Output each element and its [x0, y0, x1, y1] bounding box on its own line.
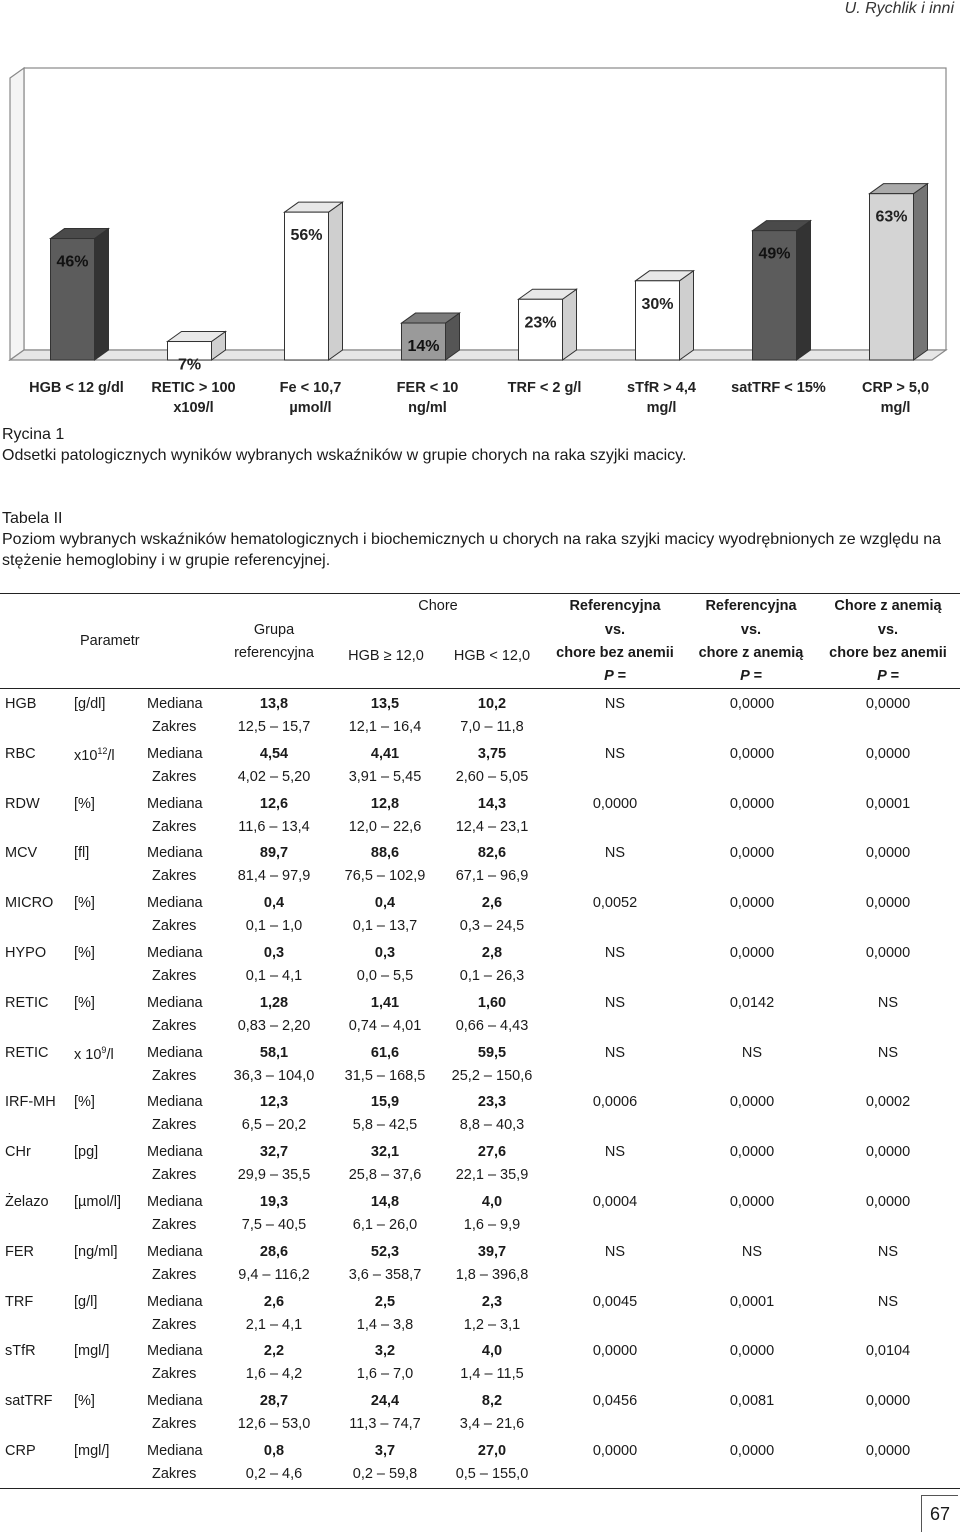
range-grupa: 12,5 – 15,7 [237, 719, 311, 735]
median-hgb-lt: 4,0 [481, 1194, 503, 1210]
p-value-anemic-vs-nonanemic: 0,0000 [865, 745, 911, 762]
row-param: RETIC [5, 994, 49, 1011]
row-range-label: Zakres [152, 768, 197, 785]
p-value-ref-vs-nonanemic: NS [604, 1144, 626, 1161]
header-hgb-lt: HGB < 12,0 [453, 648, 531, 664]
category-label: CRP > 5,0 [861, 380, 930, 396]
p-value-anemic-vs-nonanemic: 0,0000 [865, 945, 911, 961]
p-value-ref-vs-anemic: 0,0142 [729, 994, 775, 1011]
row-median-label: Mediana [147, 1044, 203, 1061]
category-label: mg/l [646, 400, 677, 416]
row-median-label: Mediana [147, 994, 203, 1011]
range-hgb-ge: 6,1 – 26,0 [352, 1217, 418, 1233]
median-hgb-ge: 52,3 [370, 1243, 400, 1260]
row-unit: [µmol/l] [74, 1194, 122, 1210]
median-hgb-ge: 2,5 [374, 1293, 396, 1310]
row-unit: [%] [74, 795, 95, 812]
range-hgb-ge: 1,6 – 7,0 [356, 1366, 414, 1383]
median-grupa: 4,54 [259, 745, 289, 762]
row-median-label: Mediana [147, 1243, 203, 1260]
header-cmp1-line2: vs. [604, 622, 626, 638]
figure-caption: Odsetki patologicznych wyników wybranych wskaźników w grupie chorych na raka szyjki macicy. [2, 447, 687, 464]
p-value-ref-vs-nonanemic: NS [604, 1243, 626, 1260]
row-unit: [g/l] [74, 1293, 98, 1310]
range-hgb-lt: 0,3 – 24,5 [459, 918, 525, 935]
range-grupa: 29,9 – 35,5 [237, 1167, 311, 1184]
range-hgb-lt: 1,6 – 9,9 [463, 1217, 521, 1233]
row-range-label: Zakres [152, 868, 197, 885]
bar-value-label: 46% [56, 253, 89, 271]
median-hgb-ge: 14,8 [370, 1194, 400, 1210]
header-cmp1-line3: chore bez anemii [556, 645, 674, 661]
row-range-label: Zakres [152, 719, 197, 735]
range-hgb-lt: 3,4 – 21,6 [459, 1416, 525, 1433]
median-grupa: 28,7 [259, 1393, 289, 1410]
median-grupa: 2,2 [263, 1343, 285, 1360]
row-median-label: Mediana [147, 1343, 203, 1360]
range-hgb-lt: 0,1 – 26,3 [459, 968, 525, 984]
median-grupa: 0,4 [263, 895, 285, 912]
range-hgb-lt: 25,2 – 150,6 [451, 1067, 533, 1084]
p-value-anemic-vs-nonanemic: 0,0000 [865, 1443, 911, 1459]
range-grupa: 36,3 – 104,0 [233, 1067, 315, 1084]
p-value-ref-vs-nonanemic: 0,0000 [592, 1443, 638, 1459]
p-value-ref-vs-anemic: 0,0000 [729, 1094, 775, 1111]
p-value-ref-vs-anemic: 0,0000 [729, 795, 775, 812]
header-cmp3-line4: P = [877, 668, 899, 684]
row-range-label: Zakres [152, 918, 197, 935]
median-hgb-ge: 88,6 [370, 845, 400, 862]
row-param: satTRF [5, 1393, 53, 1410]
bar-value-label: 7% [177, 356, 202, 374]
bar-8 [870, 184, 928, 360]
row-param: RBC [5, 745, 36, 762]
median-hgb-lt: 14,3 [477, 795, 507, 812]
row-unit: [mgl/] [74, 1443, 110, 1459]
p-value-anemic-vs-nonanemic: 0,0002 [865, 1094, 911, 1111]
bar-side [329, 202, 343, 360]
row-param: IRF-MH [5, 1094, 56, 1111]
running-header-author: U. Rychlik i inni [844, 0, 954, 17]
header-chore: Chore [418, 598, 458, 614]
median-hgb-ge: 13,5 [370, 696, 400, 712]
p-value-ref-vs-anemic: 0,0001 [729, 1293, 775, 1310]
category-label: HGB < 12 g/dl [29, 380, 124, 396]
p-value-ref-vs-nonanemic: 0,0045 [592, 1293, 638, 1310]
median-grupa: 12,3 [259, 1094, 289, 1111]
row-unit: x $10^9/l$ [74, 1044, 114, 1063]
median-grupa: 1,28 [259, 994, 289, 1011]
bar-1 [51, 229, 109, 360]
range-grupa: 7,5 – 40,5 [241, 1217, 307, 1233]
row-median-label: Mediana [147, 1194, 203, 1210]
median-hgb-lt: 2,8 [481, 945, 503, 961]
row-range-label: Zakres [152, 1266, 197, 1283]
range-grupa: 12,6 – 53,0 [237, 1416, 311, 1433]
row-param: FER [5, 1243, 34, 1260]
category-label: RETIC > 100 [151, 380, 236, 396]
range-hgb-ge: 1,4 – 3,8 [356, 1316, 414, 1333]
figure-caption-block [2, 424, 686, 466]
median-grupa: 2,6 [263, 1293, 285, 1310]
row-param: HGB [5, 696, 37, 712]
bar-6 [636, 271, 694, 360]
p-value-ref-vs-anemic: 0,0000 [729, 1443, 775, 1459]
median-grupa: 13,8 [259, 696, 289, 712]
range-hgb-lt: 8,8 – 40,3 [459, 1117, 525, 1134]
median-grupa: 58,1 [259, 1044, 289, 1061]
header-cmp2-line2: vs. [740, 622, 762, 638]
row-param: MCV [5, 845, 38, 862]
median-hgb-ge: 32,1 [370, 1144, 400, 1161]
median-hgb-lt: 8,2 [481, 1393, 503, 1410]
row-range-label: Zakres [152, 1366, 197, 1383]
p-value-anemic-vs-nonanemic: 0,0000 [865, 1144, 911, 1161]
header-cmp3-line1: Chore z anemią [834, 598, 942, 614]
range-grupa: 0,2 – 4,6 [245, 1466, 303, 1482]
figure-label: Rycina 1 [2, 426, 65, 443]
row-unit: [ng/ml] [74, 1243, 118, 1260]
p-value-ref-vs-anemic: 0,0081 [729, 1393, 775, 1410]
median-hgb-ge: 3,2 [374, 1343, 396, 1360]
range-hgb-ge: 11,3 – 74,7 [349, 1416, 421, 1433]
bar-value-label: 14% [407, 338, 440, 356]
median-hgb-lt: 2,6 [481, 895, 503, 912]
category-label: Fe < 10,7 [279, 380, 342, 396]
median-hgb-lt: 3,75 [477, 745, 507, 762]
row-range-label: Zakres [152, 1167, 197, 1184]
range-grupa: 4,02 – 5,20 [237, 768, 311, 785]
median-grupa: 32,7 [259, 1144, 289, 1161]
p-value-ref-vs-anemic: 0,0000 [729, 1144, 775, 1161]
header-hgb-ge: HGB ≥ 12,0 [348, 648, 424, 664]
range-hgb-ge: 0,0 – 5,5 [356, 968, 414, 984]
header-cmp3-line3: chore bez anemii [829, 645, 947, 661]
range-hgb-lt: 0,66 – 4,43 [455, 1017, 529, 1034]
bar-value-label: 49% [758, 245, 791, 263]
median-hgb-lt: 59,5 [477, 1044, 507, 1061]
median-hgb-ge: 0,3 [374, 945, 396, 961]
header-cmp2-line3: chore z anemią [698, 645, 804, 661]
bar-side [563, 289, 577, 360]
p-value-anemic-vs-nonanemic: 0,0000 [865, 895, 911, 912]
row-unit: [fl] [74, 845, 90, 862]
row-median-label: Mediana [147, 1393, 203, 1410]
row-param: HYPO [5, 945, 47, 961]
median-hgb-ge: 0,4 [374, 895, 396, 912]
bar-value-label: 23% [524, 314, 557, 332]
bar-3 [285, 202, 343, 360]
header-parametr: Parametr [80, 633, 140, 649]
row-range-label: Zakres [152, 1217, 197, 1233]
bar-value-label: 30% [641, 295, 674, 313]
row-param: sTfR [5, 1343, 36, 1360]
p-value-ref-vs-nonanemic: 0,0006 [592, 1094, 638, 1111]
median-grupa: 0,3 [263, 945, 285, 961]
category-label: satTRF < 15% [731, 380, 826, 396]
range-hgb-lt: 1,2 – 3,1 [463, 1316, 521, 1333]
p-value-anemic-vs-nonanemic: NS [877, 1293, 899, 1310]
median-hgb-ge: 1,41 [370, 994, 400, 1011]
category-label: FER < 10 [396, 380, 459, 396]
p-value-anemic-vs-nonanemic: NS [877, 1044, 899, 1061]
unit-exponent: 12 [97, 745, 108, 756]
row-unit: [%] [74, 895, 95, 912]
p-value-ref-vs-anemic: NS [741, 1044, 763, 1061]
range-hgb-ge: 0,74 – 4,01 [348, 1017, 422, 1034]
p-value-ref-vs-nonanemic: NS [604, 845, 626, 862]
range-grupa: 81,4 – 97,9 [237, 868, 311, 885]
row-range-label: Zakres [152, 968, 197, 984]
chart-side-wall [10, 68, 24, 360]
row-range-label: Zakres [152, 1067, 197, 1084]
range-hgb-ge: 25,8 – 37,6 [348, 1167, 422, 1184]
bar-side [95, 229, 109, 360]
p-value-anemic-vs-nonanemic: 0,0000 [865, 696, 911, 712]
p-value-anemic-vs-nonanemic: 0,0001 [865, 795, 911, 812]
unit-exponent: 9 [101, 1044, 107, 1055]
row-unit: [g/dl] [74, 696, 106, 712]
row-range-label: Zakres [152, 1466, 197, 1482]
p-value-ref-vs-nonanemic: 0,0004 [592, 1194, 638, 1210]
median-hgb-ge: 61,6 [370, 1044, 400, 1061]
p-value-ref-vs-anemic: 0,0000 [729, 1343, 775, 1360]
bar-4 [402, 313, 460, 360]
p-value-anemic-vs-nonanemic: 0,0000 [865, 845, 911, 862]
row-unit: [pg] [74, 1144, 99, 1161]
row-unit: $x10^{12}/l$ [74, 745, 115, 764]
category-label: mg/l [880, 400, 911, 416]
p-value-ref-vs-nonanemic: 0,0000 [592, 1343, 638, 1360]
row-median-label: Mediana [147, 895, 203, 912]
header-cmp1-line4: P = [604, 668, 626, 684]
p-value-ref-vs-nonanemic: 0,0052 [592, 895, 638, 912]
row-median-label: Mediana [147, 945, 203, 961]
row-unit: [%] [74, 1094, 95, 1111]
category-label: ng/ml [408, 400, 447, 416]
p-value-ref-vs-nonanemic: NS [604, 945, 626, 961]
row-median-label: Mediana [147, 1293, 203, 1310]
median-hgb-ge: 24,4 [370, 1393, 400, 1410]
header-cmp3-line2: vs. [877, 622, 899, 638]
median-hgb-ge: 3,7 [374, 1443, 396, 1459]
bar-5 [519, 289, 577, 360]
p-value-ref-vs-nonanemic: 0,0000 [592, 795, 638, 812]
range-hgb-ge: 3,91 – 5,45 [348, 768, 422, 785]
row-range-label: Zakres [152, 818, 197, 835]
p-value-anemic-vs-nonanemic: NS [877, 994, 899, 1011]
row-param: Żelazo [5, 1194, 49, 1210]
row-param: CRP [5, 1443, 36, 1459]
p-value-anemic-vs-nonanemic: NS [877, 1243, 899, 1260]
range-grupa: 1,6 – 4,2 [245, 1366, 303, 1383]
median-hgb-ge: 12,8 [370, 795, 400, 812]
header-cmp2-line4: P = [740, 668, 762, 684]
bar-value-label: 56% [290, 227, 323, 245]
table-label: Tabela II [2, 510, 63, 527]
range-grupa: 2,1 – 4,1 [245, 1316, 303, 1333]
p-value-ref-vs-anemic: 0,0000 [729, 845, 775, 862]
range-hgb-ge: 76,5 – 102,9 [344, 868, 426, 885]
row-param: TRF [5, 1293, 34, 1310]
p-value-ref-vs-anemic: 0,0000 [729, 745, 775, 762]
row-range-label: Zakres [152, 1316, 197, 1333]
range-grupa: 0,1 – 1,0 [245, 918, 303, 935]
page-number: 67 [921, 1495, 958, 1532]
bar-side [680, 271, 694, 360]
p-value-ref-vs-anemic: 0,0000 [729, 1194, 775, 1210]
bar-value-label: 63% [875, 208, 908, 226]
median-grupa: 89,7 [259, 845, 289, 862]
bar-side [914, 184, 928, 360]
median-hgb-lt: 23,3 [477, 1094, 507, 1111]
median-grupa: 28,6 [259, 1243, 289, 1260]
table-rule-header [0, 688, 960, 689]
row-median-label: Mediana [147, 1144, 203, 1161]
category-label: sTfR > 4,4 [627, 380, 696, 396]
p-value-ref-vs-anemic: 0,0000 [729, 696, 775, 712]
range-hgb-ge: 5,8 – 42,5 [352, 1117, 418, 1134]
row-median-label: Mediana [147, 1443, 203, 1459]
row-unit: [%] [74, 1393, 95, 1410]
row-param: RETIC [5, 1044, 49, 1061]
header-grupa-line1: Grupa [253, 622, 295, 638]
table-caption: Poziom wybranych wskaźników hematologicznych i biochemicznych u chorych na raka szyjki macicy wyodrębnionych ze względu na stężenie hemoglobiny i w grupie referencyjnej. [2, 531, 942, 569]
bar-front [636, 281, 680, 360]
median-hgb-lt: 10,2 [477, 696, 507, 712]
median-grupa: 19,3 [259, 1194, 289, 1210]
range-hgb-lt: 12,4 – 23,1 [455, 818, 529, 835]
p-value-ref-vs-nonanemic: 0,0456 [592, 1393, 638, 1410]
median-hgb-ge: 4,41 [370, 745, 400, 762]
range-grupa: 9,4 – 116,2 [238, 1266, 310, 1283]
range-hgb-lt: 2,60 – 5,05 [455, 768, 529, 785]
category-label: µmol/l [289, 400, 332, 416]
bar-7 [753, 221, 811, 360]
range-hgb-lt: 0,5 – 155,0 [455, 1466, 529, 1482]
header-cmp1-line1: Referencyjna [569, 598, 661, 614]
row-param: RDW [5, 795, 40, 812]
range-grupa: 11,6 – 13,4 [238, 818, 310, 835]
row-param: CHr [5, 1144, 31, 1161]
header-grupa-line2: referencyjna [234, 645, 314, 661]
range-hgb-ge: 31,5 – 168,5 [344, 1067, 426, 1084]
median-hgb-lt: 4,0 [481, 1343, 503, 1360]
bar-2 [168, 332, 226, 374]
row-median-label: Mediana [147, 1094, 203, 1111]
median-hgb-lt: 2,3 [481, 1293, 503, 1310]
p-value-ref-vs-nonanemic: NS [604, 745, 626, 762]
header-cmp2-line1: Referencyjna [705, 598, 797, 614]
range-hgb-lt: 1,4 – 11,5 [460, 1366, 524, 1383]
p-value-ref-vs-anemic: 0,0000 [729, 945, 775, 961]
median-hgb-lt: 82,6 [477, 845, 507, 862]
p-value-ref-vs-anemic: 0,0000 [729, 895, 775, 912]
median-grupa: 0,8 [263, 1443, 285, 1459]
row-median-label: Mediana [147, 845, 203, 862]
bar-side [797, 221, 811, 360]
row-unit: [mgl/] [74, 1343, 110, 1360]
p-value-anemic-vs-nonanemic: 0,0104 [865, 1343, 911, 1360]
range-hgb-lt: 22,1 – 35,9 [455, 1167, 529, 1184]
row-range-label: Zakres [152, 1416, 197, 1433]
range-grupa: 6,5 – 20,2 [241, 1117, 307, 1134]
category-label: x109/l [173, 400, 214, 416]
median-hgb-lt: 1,60 [477, 994, 507, 1011]
row-median-label: Mediana [147, 745, 203, 762]
range-grupa: 0,1 – 4,1 [245, 968, 303, 984]
range-hgb-ge: 0,2 – 59,8 [352, 1466, 418, 1482]
median-grupa: 12,6 [259, 795, 289, 812]
p-value-ref-vs-nonanemic: NS [604, 994, 626, 1011]
row-param: MICRO [5, 895, 54, 912]
range-hgb-lt: 67,1 – 96,9 [455, 868, 529, 885]
median-hgb-lt: 27,6 [477, 1144, 507, 1161]
range-hgb-ge: 12,1 – 16,4 [348, 719, 422, 735]
row-unit: [%] [74, 994, 95, 1011]
p-value-ref-vs-nonanemic: NS [604, 1044, 626, 1061]
range-hgb-lt: 1,8 – 396,8 [455, 1266, 529, 1283]
row-unit: [%] [74, 945, 95, 961]
row-range-label: Zakres [152, 1117, 197, 1134]
median-hgb-lt: 27,0 [477, 1443, 507, 1459]
table-rule-top [0, 593, 960, 594]
bar-chart [0, 56, 960, 426]
range-grupa: 0,83 – 2,20 [237, 1017, 311, 1034]
p-value-ref-vs-nonanemic: NS [604, 696, 626, 712]
range-hgb-ge: 12,0 – 22,6 [348, 818, 422, 835]
median-hgb-lt: 39,7 [477, 1243, 507, 1260]
table-caption-block [2, 508, 958, 571]
row-range-label: Zakres [152, 1017, 197, 1034]
range-hgb-lt: 7,0 – 11,8 [460, 719, 524, 735]
row-median-label: Mediana [147, 795, 203, 812]
p-value-anemic-vs-nonanemic: 0,0000 [865, 1194, 911, 1210]
p-value-ref-vs-anemic: NS [741, 1243, 763, 1260]
range-hgb-ge: 3,6 – 358,7 [348, 1266, 422, 1283]
range-hgb-ge: 0,1 – 13,7 [352, 918, 418, 935]
median-hgb-ge: 15,9 [370, 1094, 400, 1111]
category-label: TRF < 2 g/l [507, 380, 582, 396]
table-rule-bottom [0, 1488, 960, 1489]
row-median-label: Mediana [147, 696, 203, 712]
p-value-anemic-vs-nonanemic: 0,0000 [865, 1393, 911, 1410]
